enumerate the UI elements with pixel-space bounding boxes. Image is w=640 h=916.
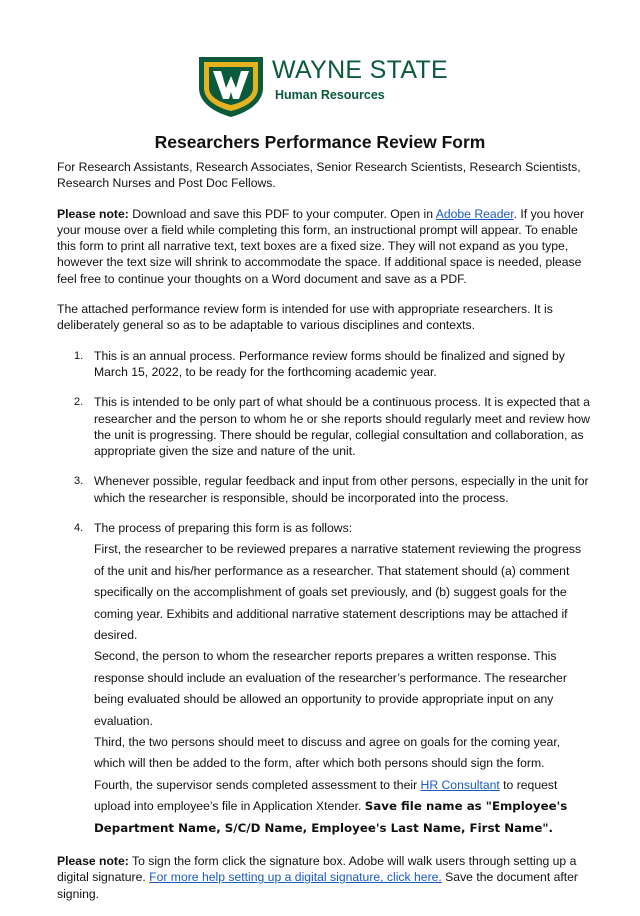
logo-subtitle: Human Resources bbox=[275, 88, 385, 102]
list-item-text: This is an annual process. Performance review forms should be finalized and signed by March 15, 2022, to be ready for the forthcoming academic year. bbox=[94, 348, 565, 379]
intro-paragraph: For Research Assistants, Research Associates, Senior Research Scientists, Research Scientists, Research Nurses and Post Doc Fellows. bbox=[57, 160, 581, 191]
list-number: 2. bbox=[74, 396, 84, 409]
list-item bbox=[57, 473, 590, 506]
process-step-fourth bbox=[94, 775, 590, 839]
step-text: to request upload into employee’s file in Application Xtender. bbox=[94, 777, 558, 814]
note-download-paragraph bbox=[57, 206, 590, 287]
adobe-reader-link[interactable]: Adobe Reader bbox=[435, 206, 514, 221]
purpose-paragraph: The attached performance review form is intended for use with appropriate researchers. It is deliberately general so as to be adaptable to various disciplines and contexts. bbox=[57, 302, 553, 333]
list-item bbox=[57, 348, 590, 381]
note-text: To sign the form click the signature box. Adobe will walk users through setting up a digital signature. bbox=[57, 854, 577, 885]
list-number: 4. bbox=[74, 522, 84, 535]
process-step-first: First, the researcher to be reviewed prepares a narrative statement reviewing the progress of the unit and his/her performance as a researcher. That statement should (a) comment specifically on the accomplishment of goals set previously, and (b) suggest goals for the coming year. Exhibits and additional narrative statement descriptions may be attached if desired. bbox=[94, 542, 582, 642]
process-step-second: Second, the person to whom the researcher reports prepares a written response. This response should include an evaluation of the researcher’s performance. The researcher being evaluated should be allowed an opportunity to provide appropriate input on any evaluation. bbox=[94, 649, 567, 728]
step-text: Fourth, the supervisor sends completed assessment to their bbox=[94, 777, 421, 792]
logo-wordmark: WAYNE STATE bbox=[272, 56, 448, 84]
list-number: 3. bbox=[74, 475, 84, 488]
note-text: Save the document after signing. bbox=[57, 870, 578, 901]
process-list bbox=[57, 348, 590, 839]
wayne-state-shield-icon bbox=[196, 52, 266, 118]
page-title: Researchers Performance Review Form bbox=[154, 132, 486, 152]
list-item bbox=[57, 520, 590, 839]
list-item-text: The process of preparing this form is as follows: bbox=[94, 521, 353, 536]
note-text: . If you hover your mouse over a field while completing this form, an instructional prompt will appear. To enable this form to print all narrative text, text boxes are a fixed size. They will not expand as you type, however the text size will shrink to accommodate the space. If additional space is needed, please feel free to continue your thoughts on a Word document and save as a PDF. bbox=[57, 206, 585, 286]
note-label: Please note: bbox=[57, 206, 129, 221]
list-item bbox=[57, 394, 590, 459]
list-item-text: Whenever possible, regular feedback and input from other persons, especially in the unit for which the researcher is responsible, should be incorporated into the process. bbox=[94, 474, 589, 505]
list-number: 1. bbox=[74, 349, 84, 362]
form-instructions bbox=[57, 159, 590, 916]
digital-signature-help-link[interactable]: For more help setting up a digital signature, click here. bbox=[149, 870, 442, 885]
note-text: Download and save this PDF to your computer. Open in bbox=[128, 206, 436, 221]
save-file-name-instruction: Save file name as "Employee's Department Name, S/C/D Name, Employee's Last Name, First Name". bbox=[94, 799, 568, 835]
note-label: Please note: bbox=[57, 854, 129, 869]
process-steps bbox=[94, 539, 590, 839]
note-signature-paragraph bbox=[57, 853, 590, 902]
hr-consultant-link[interactable]: HR Consultant bbox=[420, 777, 500, 792]
wayne-state-logo bbox=[196, 52, 456, 118]
process-step-third: Third, the two persons should meet to discuss and agree on goals for the coming year, which will then be added to the form, after which both persons should sign the form. bbox=[94, 735, 561, 771]
list-item-text: This is intended to be only part of what should be a continuous process. It is expected that a researcher and the person to whom he or she reports should regularly meet and review how the unit is progressing. There should be regular, collegial consultation and collaboration, as appropriate given the size and nature of the unit. bbox=[94, 395, 590, 459]
